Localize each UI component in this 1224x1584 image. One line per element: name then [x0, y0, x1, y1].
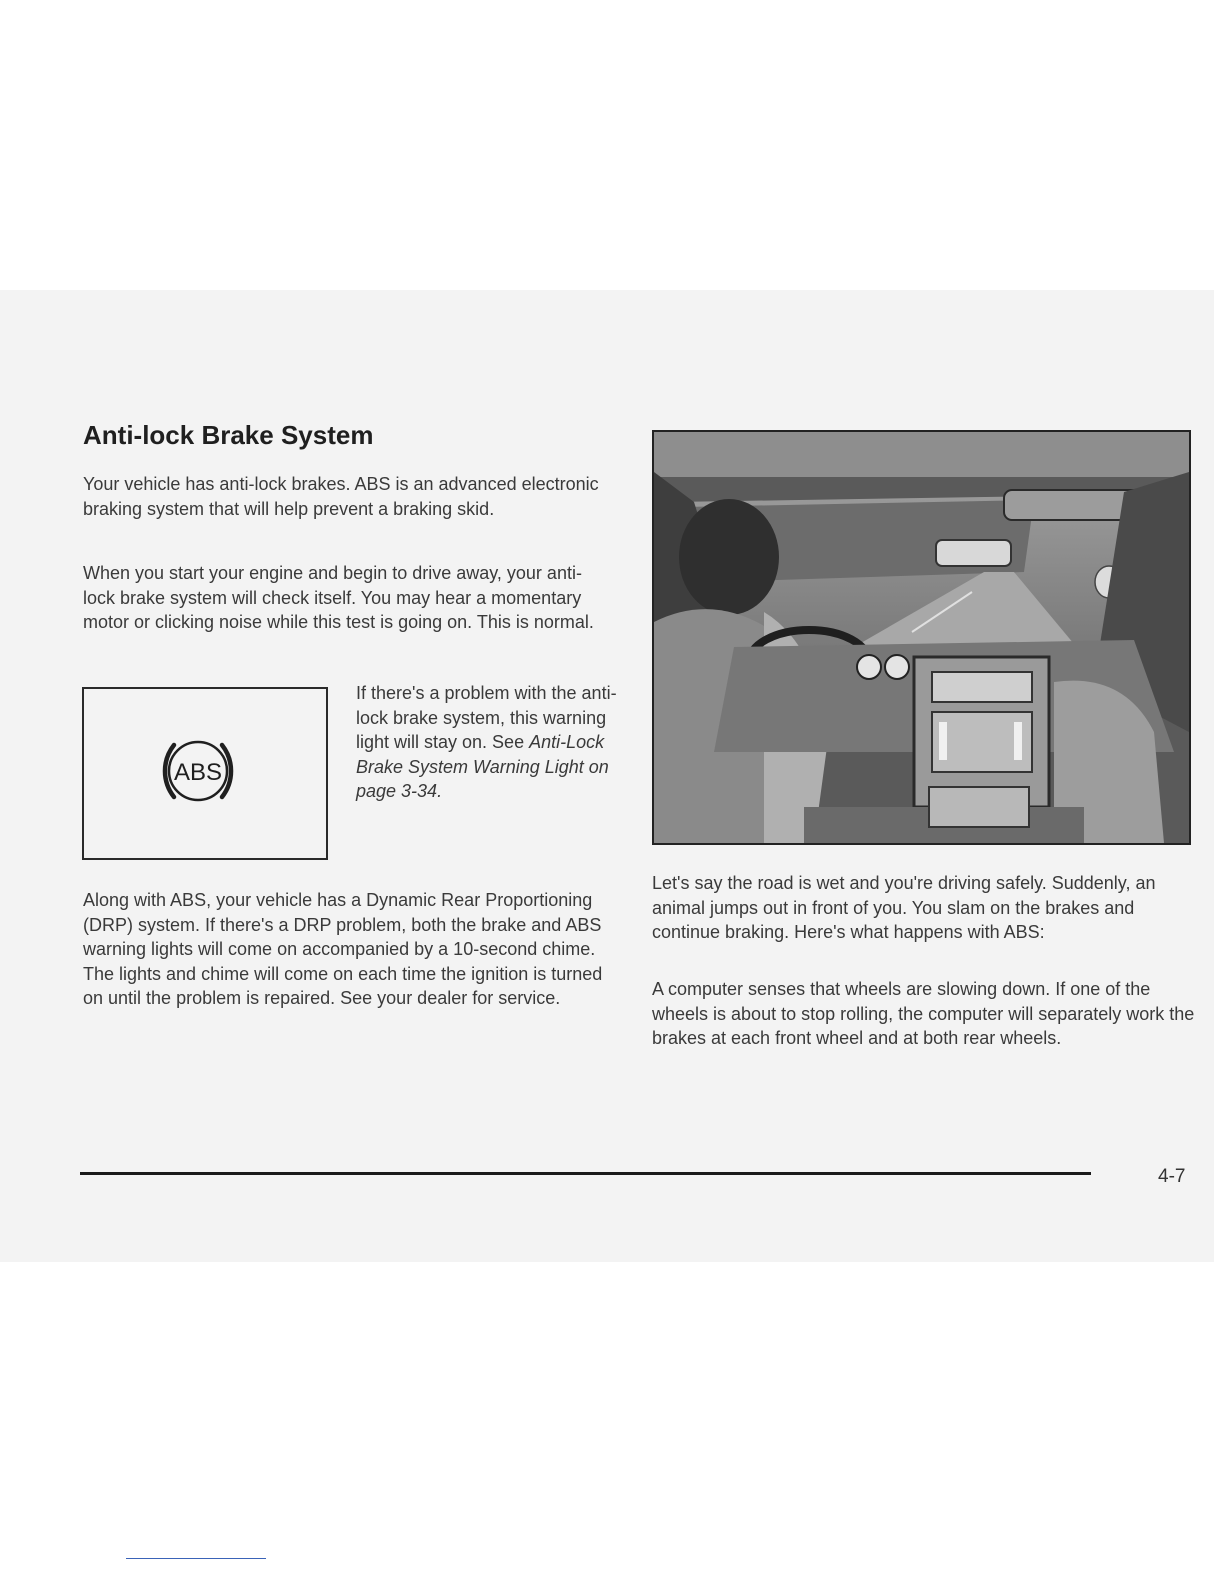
- abs-label: ABS: [173, 759, 223, 786]
- warning-paragraph: [356, 681, 626, 804]
- driver-interior-illustration: [652, 430, 1191, 845]
- drp-paragraph: Along with ABS, your vehicle has a Dynamic Rear Proportioning (DRP) system. If there's a DRP problem, both the brake and ABS warning lights will come on accompanied by a 10-second chime. The lights and chime will come on each time the ignition is turned on until the problem is repaired. See your dealer for service.: [83, 890, 603, 1008]
- warning-reference: Anti-Lock Brake System Warning Light on page 3-34.: [356, 732, 609, 801]
- abs-warning-light-box: [82, 687, 328, 860]
- warning-text: If there's a problem with the anti-lock brake system, this warning light will stay on. See: [356, 683, 617, 752]
- abs-warning-light-icon: [84, 689, 326, 858]
- footer-rule: [80, 1172, 1091, 1175]
- self-check-paragraph: When you start your engine and begin to drive away, your anti-lock brake system will check itself. You may hear a momentary motor or clicking noise while this test is going on. This is normal.: [83, 563, 594, 632]
- bottom-divider: [126, 1558, 266, 1559]
- scenario-paragraph: Let's say the road is wet and you're driving safely. Suddenly, an animal jumps out in front of you. You slam on the brakes and continue braking. Here's what happens with ABS:: [652, 873, 1156, 942]
- computer-paragraph: A computer senses that wheels are slowing down. If one of the wheels is about to stop rolling, the computer will separately work the brakes at each front wheel and at both rear wheels.: [652, 979, 1195, 1048]
- section-title: Anti-lock Brake System: [83, 420, 374, 450]
- page-number: 4-7: [1158, 1166, 1186, 1187]
- intro-paragraph: Your vehicle has anti-lock brakes. ABS is an advanced electronic braking system that will help prevent a braking skid.: [83, 474, 599, 519]
- illustration-art: [654, 432, 1189, 843]
